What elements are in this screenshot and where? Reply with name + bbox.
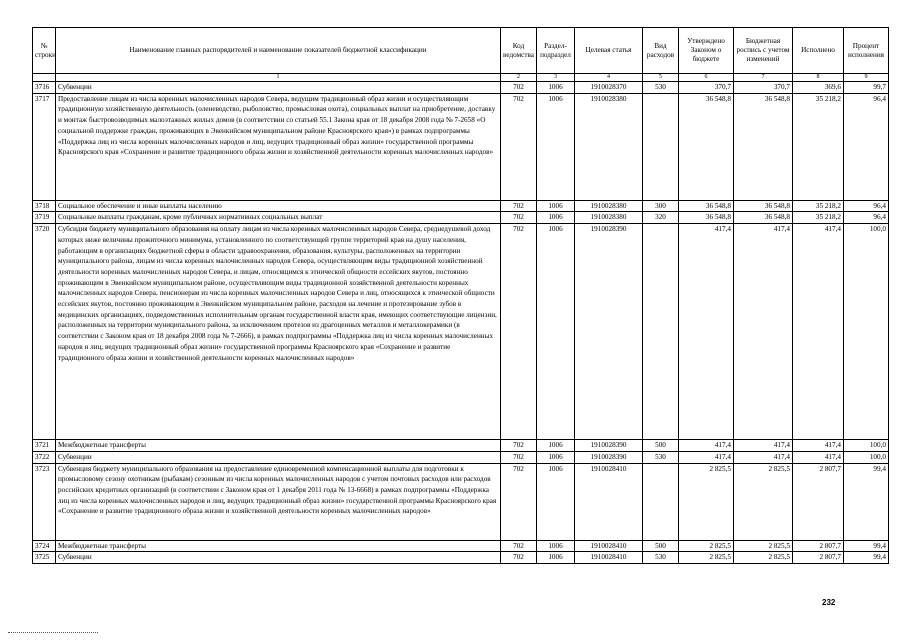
row-section: 1006 [537, 93, 575, 200]
table-row [33, 82, 889, 94]
row-approved: 2 825,5 [679, 463, 734, 540]
table-row [33, 93, 889, 200]
row-approved: 417,4 [679, 224, 734, 440]
header-name: Наименование главных распорядителей и наименование показателей бюджетной классификации [56, 28, 501, 74]
row-dept-code: 702 [501, 93, 537, 200]
row-target: 1910028410 [575, 552, 643, 564]
row-executed: 2 807,7 [793, 552, 844, 564]
header-dept-code: Код ведомства [501, 28, 537, 74]
row-name: Субвенции [56, 552, 501, 564]
header-row-no: № строки [33, 28, 56, 74]
header-expense-type: Вид расходов [643, 28, 679, 74]
row-dept-code: 702 [501, 540, 537, 552]
row-budget-list: 417,4 [734, 440, 793, 452]
row-dept-code: 702 [501, 82, 537, 94]
row-number: 3717 [33, 93, 56, 200]
row-approved: 2 825,5 [679, 552, 734, 564]
row-number: 3721 [33, 440, 56, 452]
column-number-row [33, 74, 889, 82]
row-section: 1006 [537, 540, 575, 552]
col-number: 4 [575, 74, 643, 82]
row-target: 1910028410 [575, 540, 643, 552]
row-percent: 96,4 [844, 212, 889, 224]
row-number: 3724 [33, 540, 56, 552]
row-executed: 35 218,2 [793, 200, 844, 212]
row-percent: 100,0 [844, 440, 889, 452]
row-section: 1006 [537, 440, 575, 452]
table-row [33, 540, 889, 552]
row-executed: 417,4 [793, 224, 844, 440]
row-name: Субсидия бюджету муниципального образования на оплату лицам из числа коренных малочисленных народов Севера, среднедушевой доход которых ниже величины прожиточного минимума, установленного по соответствующей группе территорий края на душу населения, работающим в организациях бюджетной сферы в области здравоохранения, образования, культуры, расположенных на территории муниципального района, лицам из числа коренных малочисленных народов Севера, осуществляющим виды традиционной хозяйственной деятельности коренных малочисленных народов Севера, и лицам, относящимся к этнической общности ессейских якутов, постоянно проживающим в Эвенкийском муниципальном районе, осуществляющим виды традиционной хозяйственной деятельности коренных малочисленных народов Севера, пенсионерам из числа коренных малочисленных народов Севера и лиц, относящихся к этнической общности ессейских якутов, постоянно проживающим в Эвенкийском муниципальном районе, расходов на лечение и протезирование зубов в медицинских организациях, подведомственных исполнительным органам государственной власти края, имеющих соответствующие лицензии, расположенных на территории муниципального района, за исключением протезов из драгоценных металлов и металлокерамики (в соответствии с Законом края от 18 декабря 2008 года № 7-2666), в рамках подпрограммы «Поддержка лиц из числа коренных малочисленных народов и лиц, ведущих традиционный образ жизни» государственной программы Красноярского края «Сохранение и развитие традиционного образа жизни и хозяйственной деятельности коренных малочисленных народов» [56, 224, 501, 440]
col-number: 8 [793, 74, 844, 82]
row-name: Межбюджетные трансферты [56, 440, 501, 452]
row-percent: 96,4 [844, 200, 889, 212]
table-row [33, 463, 889, 540]
row-expense-type: 320 [643, 212, 679, 224]
row-section: 1006 [537, 224, 575, 440]
row-expense-type: 530 [643, 82, 679, 94]
row-approved: 2 825,5 [679, 540, 734, 552]
col-number: 2 [501, 74, 537, 82]
row-expense-type: 530 [643, 552, 679, 564]
row-budget-list: 370,7 [734, 82, 793, 94]
row-approved: 36 548,8 [679, 200, 734, 212]
row-budget-list: 36 548,8 [734, 93, 793, 200]
row-dept-code: 702 [501, 200, 537, 212]
row-approved: 417,4 [679, 440, 734, 452]
row-name: Социальные выплаты гражданам, кроме публичных нормативных социальных выплат [56, 212, 501, 224]
row-number: 3722 [33, 451, 56, 463]
table-row [33, 552, 889, 564]
row-section: 1006 [537, 552, 575, 564]
table-row [33, 200, 889, 212]
row-number: 3725 [33, 552, 56, 564]
row-name: Межбюджетные трансферты [56, 540, 501, 552]
budget-execution-table [32, 27, 889, 564]
table-row [33, 224, 889, 440]
row-target: 1910028390 [575, 440, 643, 452]
row-number: 3719 [33, 212, 56, 224]
row-dept-code: 702 [501, 212, 537, 224]
row-section: 1006 [537, 451, 575, 463]
row-name: Субвенции [56, 82, 501, 94]
col-number: 7 [734, 74, 793, 82]
row-budget-list: 417,4 [734, 451, 793, 463]
row-target: 1910028410 [575, 463, 643, 540]
row-expense-type [643, 463, 679, 540]
row-executed: 369,6 [793, 82, 844, 94]
row-approved: 417,4 [679, 451, 734, 463]
row-target: 1910028390 [575, 451, 643, 463]
row-section: 1006 [537, 82, 575, 94]
row-number: 3720 [33, 224, 56, 440]
row-section: 1006 [537, 212, 575, 224]
header-target: Целевая статья [575, 28, 643, 74]
row-target: 1910028390 [575, 224, 643, 440]
row-percent: 100,0 [844, 224, 889, 440]
row-section: 1006 [537, 463, 575, 540]
row-expense-type [643, 93, 679, 200]
header-executed: Исполнено [793, 28, 844, 74]
row-budget-list: 417,4 [734, 224, 793, 440]
row-name: Предоставление лицам из числа коренных малочисленных народов Севера, ведущим традиционный образ жизни и осуществляющим традиционную хозяйственную деятельность (оленеводство, рыболовство, промысловая охота), социальных выплат на приобретение, доставку и монтаж быстровозводимых малоэтажных жилых домов (в соответствии со статьей 55.1 Закона края от 18 декабря 2008 года № 7-2658 «О социальной поддержке граждан, проживающих в Эвенкийском муниципальном районе Красноярского края») в рамках подпрограммы «Поддержка лиц из числа коренных малочисленных народов и лиц, ведущих традиционный образ жизни» государственной программы Красноярского края «Сохранение и развитие традиционного образа жизни и хозяйственной деятельности коренных малочисленных народов» [56, 93, 501, 200]
row-dept-code: 702 [501, 552, 537, 564]
header-row [33, 28, 889, 74]
row-percent: 99,7 [844, 82, 889, 94]
row-target: 1910028380 [575, 212, 643, 224]
row-budget-list: 2 825,5 [734, 552, 793, 564]
row-name: Субвенции [56, 451, 501, 463]
table-row [33, 212, 889, 224]
row-number: 3716 [33, 82, 56, 94]
row-executed: 35 218,2 [793, 93, 844, 200]
row-percent: 96,4 [844, 93, 889, 200]
row-number: 3723 [33, 463, 56, 540]
row-expense-type: 500 [643, 540, 679, 552]
row-budget-list: 36 548,8 [734, 212, 793, 224]
header-percent: Процент исполнения [844, 28, 889, 74]
row-approved: 36 548,8 [679, 212, 734, 224]
row-name: Социальное обеспечение и иные выплаты населению [56, 200, 501, 212]
row-dept-code: 702 [501, 224, 537, 440]
table-row [33, 451, 889, 463]
col-number: 3 [537, 74, 575, 82]
table-row [33, 440, 889, 452]
header-approved: Утверждено Законом о бюджете [679, 28, 734, 74]
col-number: 6 [679, 74, 734, 82]
row-budget-list: 2 825,5 [734, 463, 793, 540]
page-number: 232 [822, 598, 836, 607]
row-name: Субвенция бюджету муниципального образования на предоставление единовременной компенсационной выплаты для подготовки к промысловому сезону охотникам (рыбакам) сезонным из числа коренных малочисленных народов с учетом почтовых расходов или расходов российских кредитных организаций (в соответствии с Законом края от 1 декабря 2011 года № 13-6668) в рамках подпрограммы «Поддержка лиц из числа коренных малочисленных народов и лиц, ведущих традиционный образ жизни» государственной программы Красноярского края «Сохранение и развитие традиционного образа жизни и хозяйственной деятельности коренных малочисленных народов» [56, 463, 501, 540]
row-target: 1910028380 [575, 93, 643, 200]
row-dept-code: 702 [501, 463, 537, 540]
row-percent: 99,4 [844, 463, 889, 540]
row-dept-code: 702 [501, 451, 537, 463]
col-number: 5 [643, 74, 679, 82]
row-executed: 2 807,7 [793, 463, 844, 540]
row-section: 1006 [537, 200, 575, 212]
row-executed: 417,4 [793, 440, 844, 452]
row-expense-type [643, 224, 679, 440]
row-target: 1910028380 [575, 200, 643, 212]
row-percent: 100,0 [844, 451, 889, 463]
row-percent: 99,4 [844, 540, 889, 552]
row-expense-type: 500 [643, 440, 679, 452]
row-executed: 2 807,7 [793, 540, 844, 552]
row-budget-list: 2 825,5 [734, 540, 793, 552]
row-approved: 36 548,8 [679, 93, 734, 200]
col-number: 9 [844, 74, 889, 82]
row-executed: 35 218,2 [793, 212, 844, 224]
row-budget-list: 36 548,8 [734, 200, 793, 212]
row-approved: 370,7 [679, 82, 734, 94]
row-expense-type: 530 [643, 451, 679, 463]
row-dept-code: 702 [501, 440, 537, 452]
scan-artifact-line [8, 632, 98, 633]
row-percent: 99,4 [844, 552, 889, 564]
row-target: 1910028370 [575, 82, 643, 94]
row-executed: 417,4 [793, 451, 844, 463]
header-section: Раздел-подраздел [537, 28, 575, 74]
col-number-empty [33, 74, 56, 82]
col-number: 1 [56, 74, 501, 82]
row-number: 3718 [33, 200, 56, 212]
row-expense-type: 300 [643, 200, 679, 212]
header-budget-list: Бюджетная роспись с учетом изменений [734, 28, 793, 74]
